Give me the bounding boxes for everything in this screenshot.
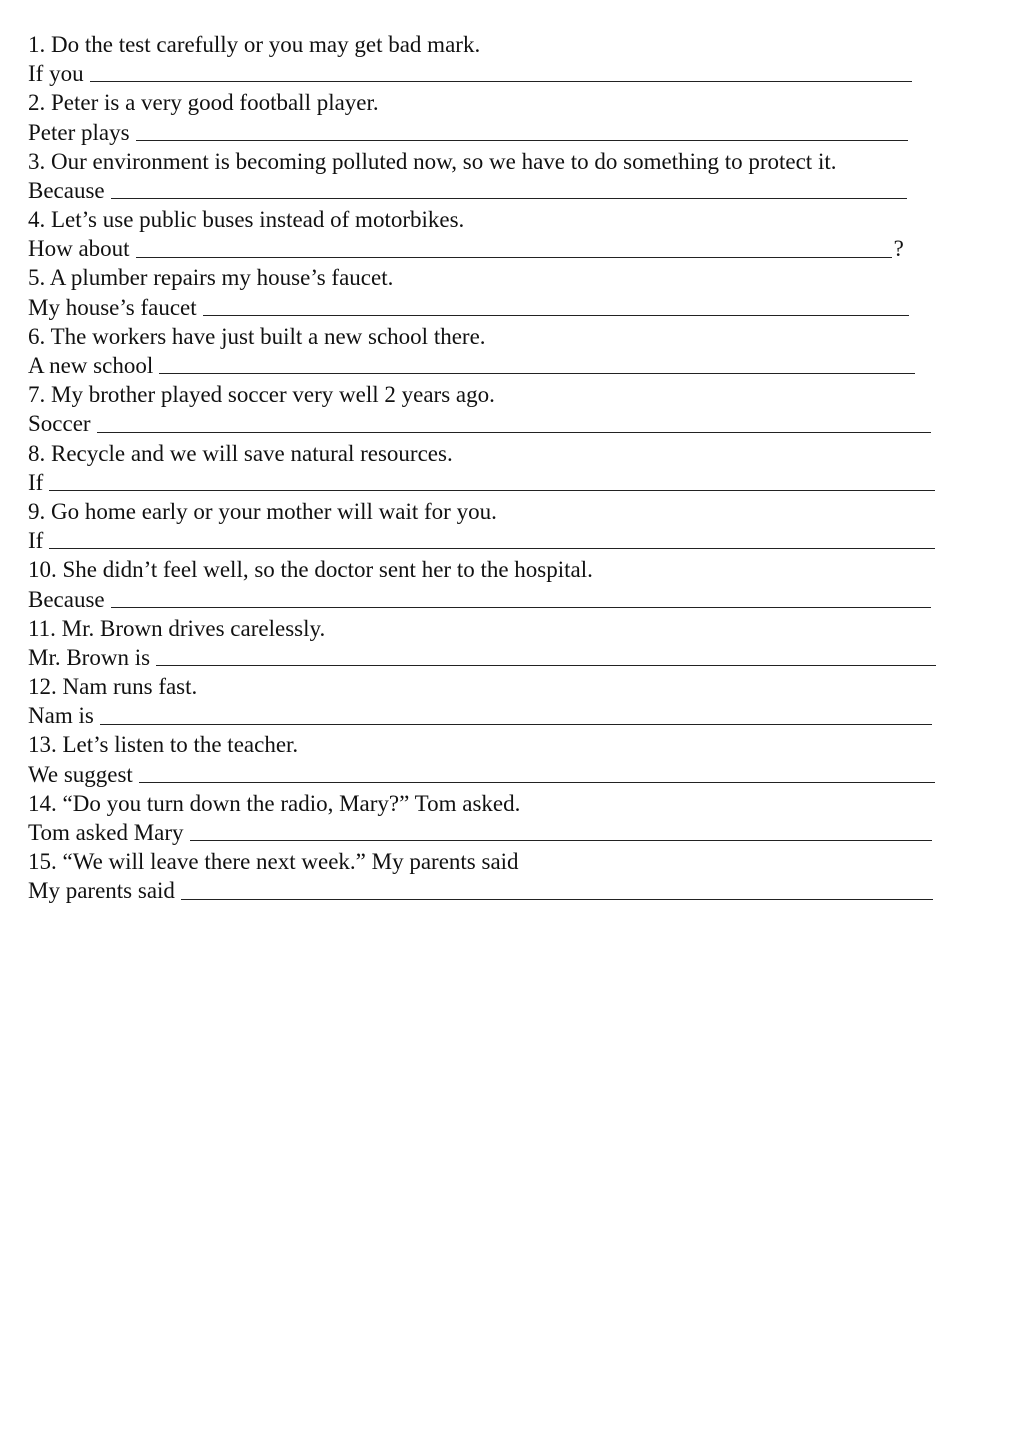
- answer-blank[interactable]: [49, 489, 935, 491]
- original-sentence: 2. Peter is a very good football player.: [28, 90, 379, 116]
- exercise-item-12: [28, 672, 968, 730]
- rewrite-line: [28, 176, 968, 205]
- answer-blank[interactable]: [136, 139, 908, 141]
- answer-blank[interactable]: [159, 372, 915, 374]
- exercise-item-13: [28, 731, 968, 789]
- rewrite-prompt: Tom asked Mary: [28, 820, 184, 846]
- exercise-item-4: [28, 205, 968, 263]
- rewrite-prompt: How about: [28, 236, 130, 262]
- answer-blank[interactable]: [203, 314, 909, 316]
- exercise-item-7: [28, 380, 968, 438]
- rewrite-line: [28, 526, 968, 555]
- rewrite-line: [28, 293, 968, 322]
- exercise-item-5: [28, 264, 968, 322]
- original-sentence: 3. Our environment is becoming polluted now, so we have to do something to protect it.: [28, 148, 837, 174]
- original-sentence: 10. She didn’t feel well, so the doctor sent her to the hospital.: [28, 557, 593, 583]
- original-sentence: 1. Do the test carefully or you may get bad mark.: [28, 31, 481, 57]
- original-sentence: 7. My brother played soccer very well 2 years ago.: [28, 382, 495, 408]
- exercise-item-15: [28, 847, 968, 905]
- rewrite-prompt: Because: [28, 586, 105, 612]
- rewrite-line: [28, 351, 968, 380]
- exercise-item-2: [28, 88, 968, 146]
- answer-blank[interactable]: [97, 431, 931, 433]
- rewrite-prompt: Because: [28, 177, 105, 203]
- answer-blank[interactable]: [139, 781, 935, 783]
- rewrite-line: [28, 234, 968, 263]
- original-sentence: 5. A plumber repairs my house’s faucet.: [28, 265, 394, 291]
- original-sentence: 11. Mr. Brown drives carelessly.: [28, 615, 326, 641]
- rewrite-line: [28, 760, 968, 789]
- original-sentence: 15. “We will leave there next week.” My parents said: [28, 849, 519, 875]
- rewrite-line: [28, 585, 968, 614]
- original-sentence: 4. Let’s use public buses instead of motorbikes.: [28, 207, 465, 233]
- original-sentence: 6. The workers have just built a new school there.: [28, 323, 486, 349]
- exercise-item-8: [28, 439, 968, 497]
- original-sentence: 9. Go home early or your mother will wait for you.: [28, 498, 497, 524]
- rewrite-prompt: My house’s faucet: [28, 294, 197, 320]
- original-sentence: 13. Let’s listen to the teacher.: [28, 732, 299, 758]
- rewrite-prompt: If: [28, 469, 44, 495]
- rewrite-prompt: My parents said: [28, 878, 175, 904]
- rewrite-line: [28, 409, 968, 438]
- exercise-item-11: [28, 614, 968, 672]
- exercise-item-10: [28, 555, 968, 613]
- rewrite-line: [28, 876, 968, 905]
- original-sentence: 12. Nam runs fast.: [28, 674, 198, 700]
- rewrite-prompt: A new school: [28, 353, 154, 379]
- answer-blank[interactable]: [49, 547, 935, 549]
- answer-blank[interactable]: [156, 664, 936, 666]
- original-sentence: 14. “Do you turn down the radio, Mary?” Tom asked.: [28, 790, 521, 816]
- answer-blank[interactable]: [190, 839, 932, 841]
- rewrite-line: [28, 59, 968, 88]
- rewrite-line: [28, 701, 968, 730]
- exercise-item-3: [28, 147, 968, 205]
- rewrite-prompt: Nam is: [28, 703, 94, 729]
- answer-blank[interactable]: [100, 723, 932, 725]
- answer-blank[interactable]: [136, 256, 892, 258]
- answer-blank[interactable]: [181, 898, 933, 900]
- exercise-item-6: [28, 322, 968, 380]
- end-punctuation: ?: [893, 236, 904, 262]
- rewrite-prompt: We suggest: [28, 761, 133, 787]
- rewrite-prompt: If: [28, 528, 44, 554]
- rewrite-prompt: Peter plays: [28, 119, 130, 145]
- exercise-item-1: [28, 30, 968, 88]
- rewrite-prompt: Soccer: [28, 411, 91, 437]
- exercise-item-9: [28, 497, 968, 555]
- rewrite-line: [28, 468, 968, 497]
- answer-blank[interactable]: [111, 197, 907, 199]
- rewrite-line: [28, 643, 968, 672]
- exercise-item-14: [28, 789, 968, 847]
- original-sentence: 8. Recycle and we will save natural resources.: [28, 440, 453, 466]
- rewrite-prompt: Mr. Brown is: [28, 644, 151, 670]
- rewrite-line: [28, 818, 968, 847]
- answer-blank[interactable]: [90, 80, 912, 82]
- rewrite-prompt: If you: [28, 61, 84, 87]
- answer-blank[interactable]: [111, 606, 931, 608]
- rewrite-line: [28, 118, 968, 147]
- exercise-sheet: [28, 30, 968, 906]
